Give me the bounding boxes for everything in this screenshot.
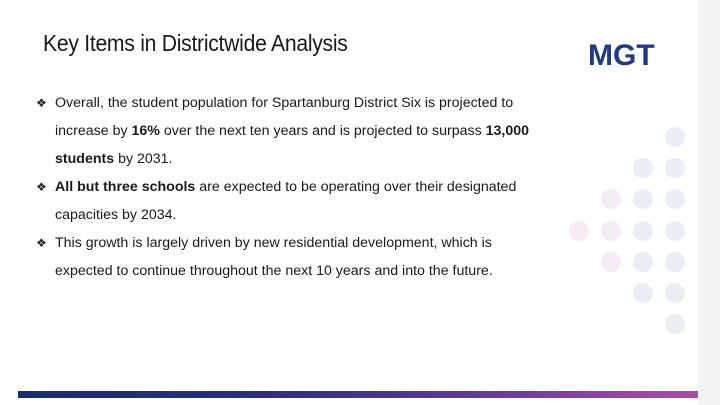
decorative-dot <box>665 127 685 147</box>
decorative-dot <box>601 221 621 241</box>
bullet-item-population <box>36 89 536 173</box>
bullet-item-capacity <box>36 173 536 229</box>
slide-edge-background <box>698 0 720 405</box>
bullet-item-growth <box>36 229 536 285</box>
decorative-dot <box>633 189 653 209</box>
bullet-text-part: This growth is largely driven by new residential development, which is expected to continue throughout the next 10 years and into the future. <box>55 235 493 279</box>
decorative-dot <box>633 158 653 178</box>
bullet-text-part: are expected to be operating over their designated capacities by 2034. <box>55 179 517 223</box>
decorative-dot <box>665 189 685 209</box>
diamond-bullet-icon: ❖ <box>36 236 47 250</box>
decorative-dot <box>665 252 685 272</box>
bullet-text-part: over the next ten years and is projected to surpass <box>159 123 486 139</box>
bullet-list <box>36 89 536 285</box>
decorative-dot <box>633 252 653 272</box>
decorative-dot <box>665 314 685 334</box>
bullet-text-bold: All but three schools <box>55 179 196 195</box>
decorative-dot <box>633 221 653 241</box>
decorative-dot <box>569 221 589 241</box>
decorative-dot <box>665 283 685 303</box>
bottom-gradient-bar <box>18 391 698 398</box>
decorative-dot <box>601 189 621 209</box>
mgt-logo: MGT <box>588 39 655 72</box>
diamond-bullet-icon: ❖ <box>36 96 47 110</box>
slide-title: Key Items in Districtwide Analysis <box>43 30 348 56</box>
decorative-dot <box>665 158 685 178</box>
decorative-dot <box>665 221 685 241</box>
bullet-text-part: by 2031. <box>114 151 173 167</box>
decorative-dot <box>633 283 653 303</box>
bullet-text-part: Overall, the student population for Spartanburg District Six is projected to increase by <box>55 95 514 139</box>
decorative-dot <box>601 252 621 272</box>
bullet-text-bold: 13,000 students <box>55 123 530 167</box>
bullet-text-bold: 16% <box>131 123 160 139</box>
diamond-bullet-icon: ❖ <box>36 180 47 194</box>
